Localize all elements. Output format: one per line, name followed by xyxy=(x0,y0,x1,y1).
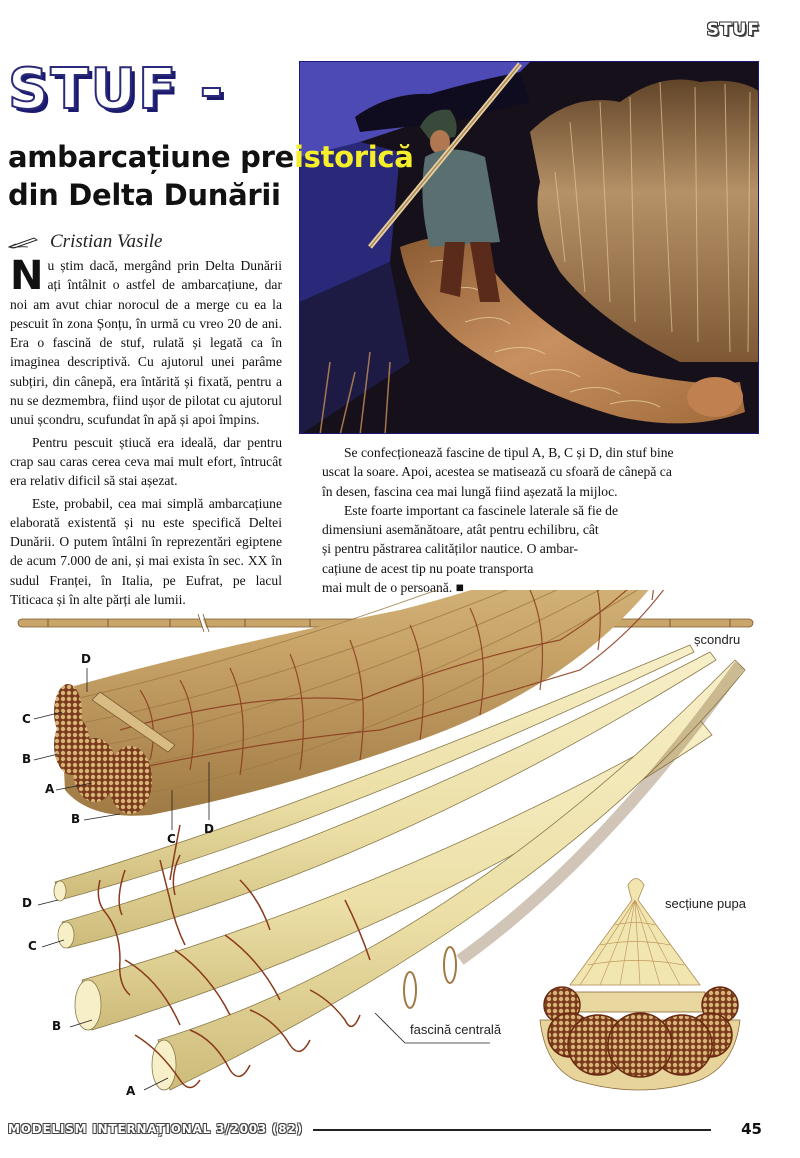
label-scondru: școndru xyxy=(694,632,741,647)
label-boat-d-lower: D xyxy=(204,822,214,836)
author-name: Cristian Vasile xyxy=(50,231,163,252)
paragraph: Pentru pescuit știucă era ideală, dar pentru crap sau caras cerea ceva mai mult efort, întrucât era relativ dificil să stai așezat. xyxy=(10,434,282,489)
paragraph: Este, probabil, cea mai simplă ambarcațiune elaborată existentă și nu este specifică Deltei Dunării. O putem întâlni în reprezentări egiptene de acum 7.000 de ani, și mai exista în sec. XX în sudul Franței, în Italia, pe Eufrat, pe lacul Titicaca și în alte părți ale lumii. xyxy=(10,495,282,608)
paragraph: Este foarte important ca fascinele laterale să fie de xyxy=(344,502,618,518)
diagram-illustration xyxy=(0,590,800,1100)
subtitle-line1-dark: ambarcațiune pre xyxy=(8,140,294,174)
article-subtitle xyxy=(8,138,414,214)
page-footer xyxy=(8,1120,762,1138)
end-mark: ■ xyxy=(455,580,464,596)
label-sectiune-pupa: secțiune pupa xyxy=(665,896,746,911)
label-boat-d-top: D xyxy=(81,652,91,666)
magazine-name: MODELISM INTERNAȚIONAL 3/2003 (82) xyxy=(8,1122,303,1136)
article-left-column xyxy=(10,253,282,612)
label-boat-c: C xyxy=(22,712,31,726)
page-number: 45 xyxy=(741,1120,762,1138)
label-boat-b-lower: B xyxy=(71,812,81,826)
subtitle-line2: din Delta Dunării xyxy=(8,178,281,212)
paragraph: Se confecționează fascine de tipul A, B, C și D, din stuf bine xyxy=(344,445,674,460)
photo-illustration xyxy=(300,62,759,434)
footer-rule xyxy=(313,1129,711,1131)
paragraph: Nu știm dacă, mergând prin Delta Dunării ați întâlnit o astfel de ambarcațiune, dar noi am avut chiar norocul de a merge cu ea la pescuit în zona Șonțu, în urmă cu vreo 20 de ani. Era o fascină de stuf, rulată și legată ca în imaginea descriptivă. Cu ajutorul unei parâme subțiri, din cânepă, era întărită și fixată, pentru a nu se dezmembra, fiind ușor de pilotat cu ajutorul unui școndru, scufundat în apă și apoi împins. xyxy=(10,253,282,428)
label-fascine-a: A xyxy=(126,1084,136,1098)
label-fascina-centrala: fascină centrală xyxy=(410,1022,502,1037)
label-fascine-b: B xyxy=(52,1019,62,1033)
label-boat-c-lower: C xyxy=(167,832,176,846)
article-right-column: Se confecționează fascine de tipul A, B, C și D, din stuf bine uscat la soare. Apoi, acestea se matisează cu sfoară de cânepă ca în desen, fascina cea mai lungă fiind așezată la mijloc. Este foarte important ca fascinele laterale să fie de dimensiuni asemănătoare, atât pentru echilibru, cât și pentru păstrarea calităților nautice. O ambar- cațiune de acest tip nu poate transporta mai mult de o persoană. ■ xyxy=(322,443,722,597)
article-title: STUF - xyxy=(8,57,225,122)
reed-boat-diagram xyxy=(0,590,800,1100)
section-tag: STUF xyxy=(706,20,760,40)
drop-cap: N xyxy=(10,253,44,299)
label-boat-b: B xyxy=(22,752,32,766)
reed-boat-photo xyxy=(299,61,759,434)
label-fascine-d: D xyxy=(22,896,32,910)
label-boat-a: A xyxy=(45,782,55,796)
byline xyxy=(8,231,162,253)
subtitle-line1-highlight: istorică xyxy=(293,140,414,174)
label-fascine-c: C xyxy=(28,939,37,953)
pen-icon xyxy=(8,235,38,249)
